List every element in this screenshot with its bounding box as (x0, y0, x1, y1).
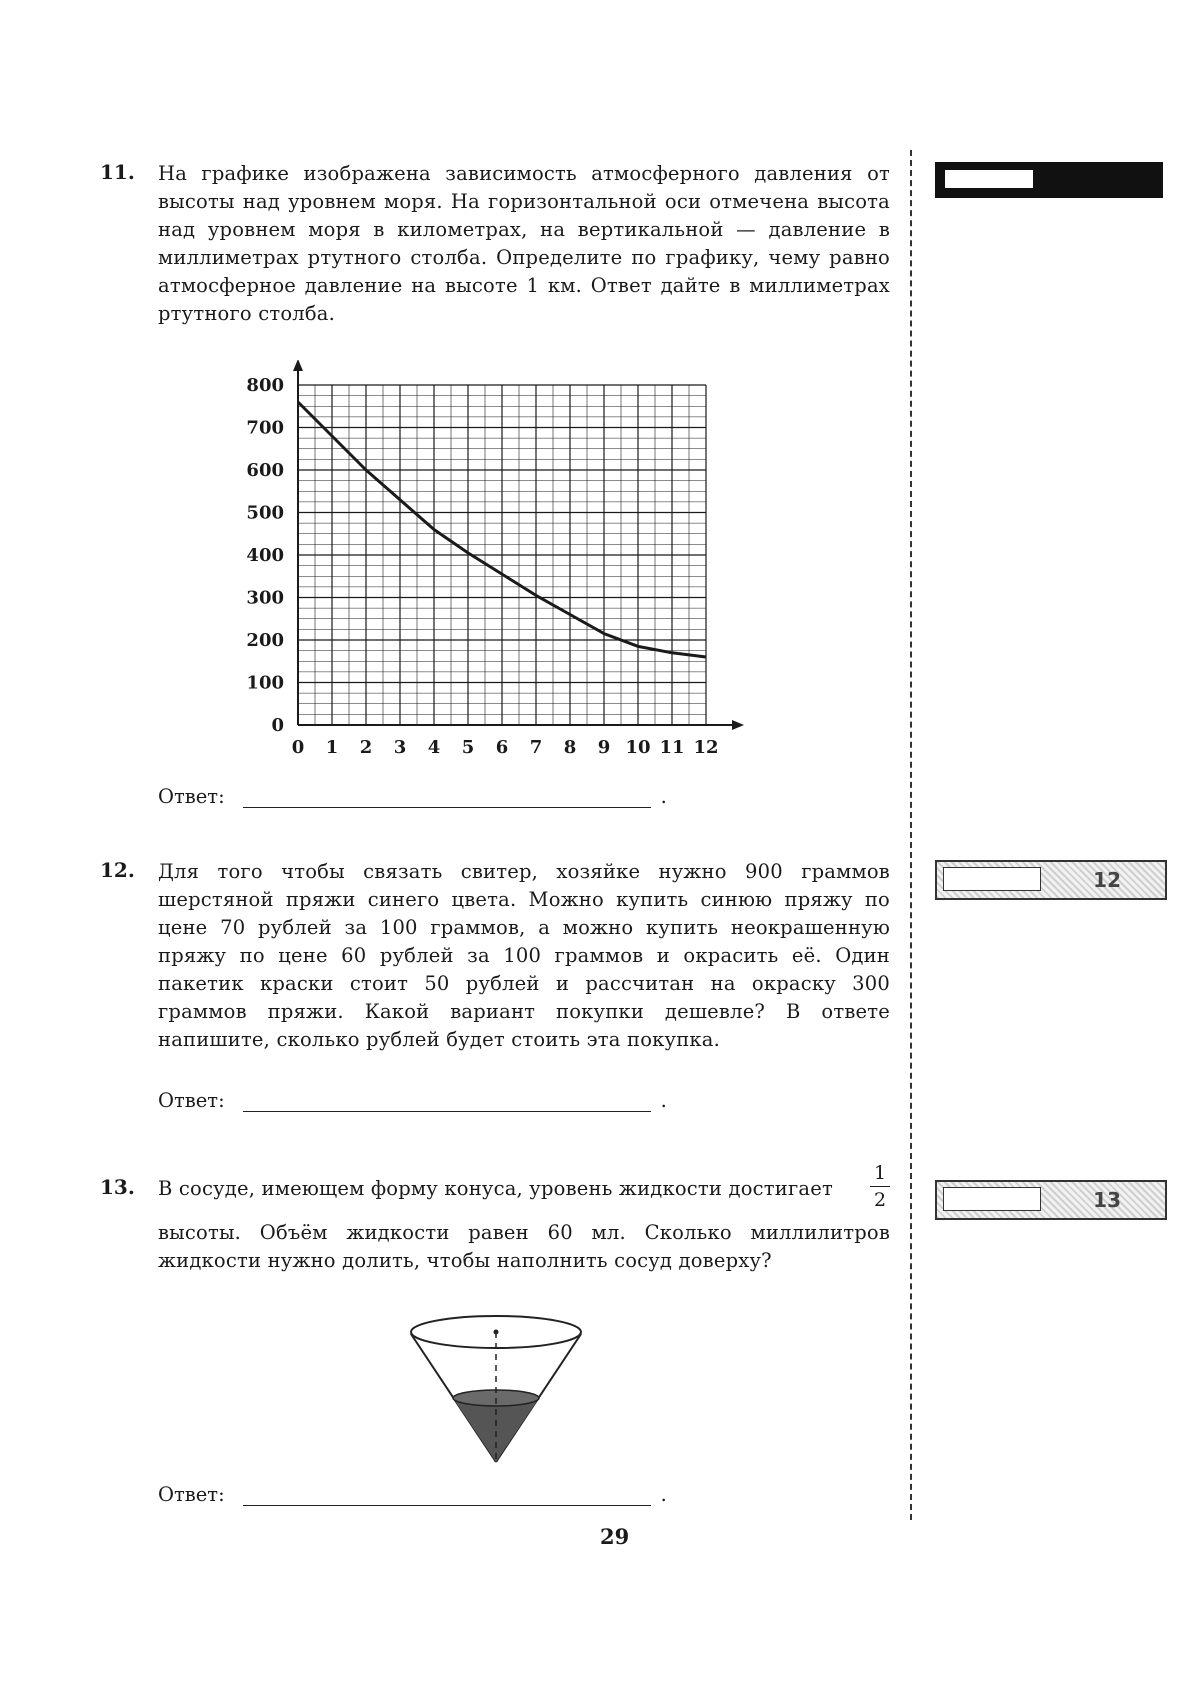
answer-label: Ответ: (158, 1483, 225, 1506)
y-tick-label: 200 (246, 630, 284, 651)
answer-dot: . (660, 785, 667, 808)
x-tick-label: 1 (325, 737, 339, 758)
x-tick-label: 4 (427, 737, 441, 758)
answer-box-11 (935, 162, 1163, 198)
task-text: Для того чтобы связать свитер, хозяйке нужно 900 граммов шерстяной пряжи синего цвета. Можно купить синюю пряжу по цене 70 рублей за 100 граммов, а можно купить неокрашенную пряжу по цене 60 рублей за 100 граммов и окрасить её. Один пакетик краски стоит 50 рублей и рассчитан на окраску 300 граммов пряжи. Какой вариант покупки дешевле? В ответе напишите, сколько рублей будет стоить эта покупка. (158, 860, 890, 1051)
x-tick-label: 3 (393, 737, 407, 758)
cone-apex-top-mark (494, 1330, 499, 1335)
y-tick-label: 0 (271, 715, 284, 736)
pressure-chart (240, 360, 760, 765)
answer-box-field[interactable] (943, 867, 1041, 891)
y-axis-arrow (293, 360, 303, 371)
task-text-rest: высоты. Объём жидкости равен 60 мл. Сколько миллилитров жидкости нужно долить, чтобы наполнить сосуд доверху? (158, 1221, 890, 1272)
answer-label: Ответ: (158, 1089, 225, 1112)
answer-field[interactable] (243, 1091, 651, 1112)
task-number: 11. (100, 160, 135, 184)
answer-box-13 (935, 1180, 1167, 1220)
x-tick-label: 0 (291, 737, 305, 758)
answer-box-code: 12 (1093, 868, 1121, 892)
task-text-first-line: В сосуде, имеющем форму конуса, уровень жидкости достигает (158, 1177, 833, 1200)
answer-box-code: 13 (1093, 1188, 1121, 1212)
fraction-denominator: 2 (873, 1189, 887, 1211)
answer-row-13 (158, 1483, 667, 1506)
y-tick-label: 700 (246, 417, 284, 439)
y-tick-label: 800 (246, 375, 284, 396)
y-tick-label: 500 (246, 502, 284, 524)
answer-field[interactable] (243, 787, 651, 808)
x-tick-label: 6 (495, 737, 509, 758)
y-tick-label: 300 (246, 587, 284, 609)
answer-field[interactable] (243, 1485, 651, 1506)
y-tick-label: 400 (246, 545, 284, 566)
task-number: 12. (100, 858, 135, 882)
answer-box-12 (935, 860, 1167, 900)
answer-label: Ответ: (158, 785, 225, 808)
y-tick-label: 100 (246, 672, 284, 694)
cut-line (910, 150, 912, 1520)
fraction-bar (870, 1186, 890, 1187)
answer-row-11 (158, 785, 667, 808)
cone-figure (405, 1310, 595, 1470)
cone-liquid (453, 1398, 539, 1462)
x-tick-label: 12 (693, 737, 719, 758)
x-tick-label: 5 (461, 737, 475, 758)
x-tick-label: 9 (597, 737, 611, 758)
x-tick-label: 11 (659, 737, 685, 758)
y-tick-label: 600 (246, 460, 284, 481)
answer-box-field[interactable] (943, 1187, 1041, 1211)
x-tick-label: 8 (563, 737, 577, 758)
answer-box-field[interactable] (945, 170, 1033, 188)
fraction-numerator: 1 (873, 1162, 887, 1184)
page-number: 29 (600, 1524, 630, 1549)
answer-dot: . (660, 1483, 667, 1506)
answer-dot: . (660, 1089, 667, 1112)
fraction-one-half (870, 1162, 890, 1211)
task-number: 13. (100, 1175, 135, 1199)
x-tick-label: 7 (529, 737, 543, 758)
task-text: На графике изображена зависимость атмосферного давления от высоты над уровнем моря. На горизонтальной оси отмечена высота над уровнем моря в километрах, на вертикальной — давление в миллиметрах ртутного столба. Определите по графику, чему равно атмосферное давление на высоте 1 км. Ответ дайте в миллиметрах ртутного столба. (158, 162, 890, 325)
x-tick-label: 2 (359, 737, 373, 758)
x-axis-arrow (732, 720, 744, 730)
answer-row-12 (158, 1089, 667, 1112)
x-tick-label: 10 (625, 737, 651, 758)
